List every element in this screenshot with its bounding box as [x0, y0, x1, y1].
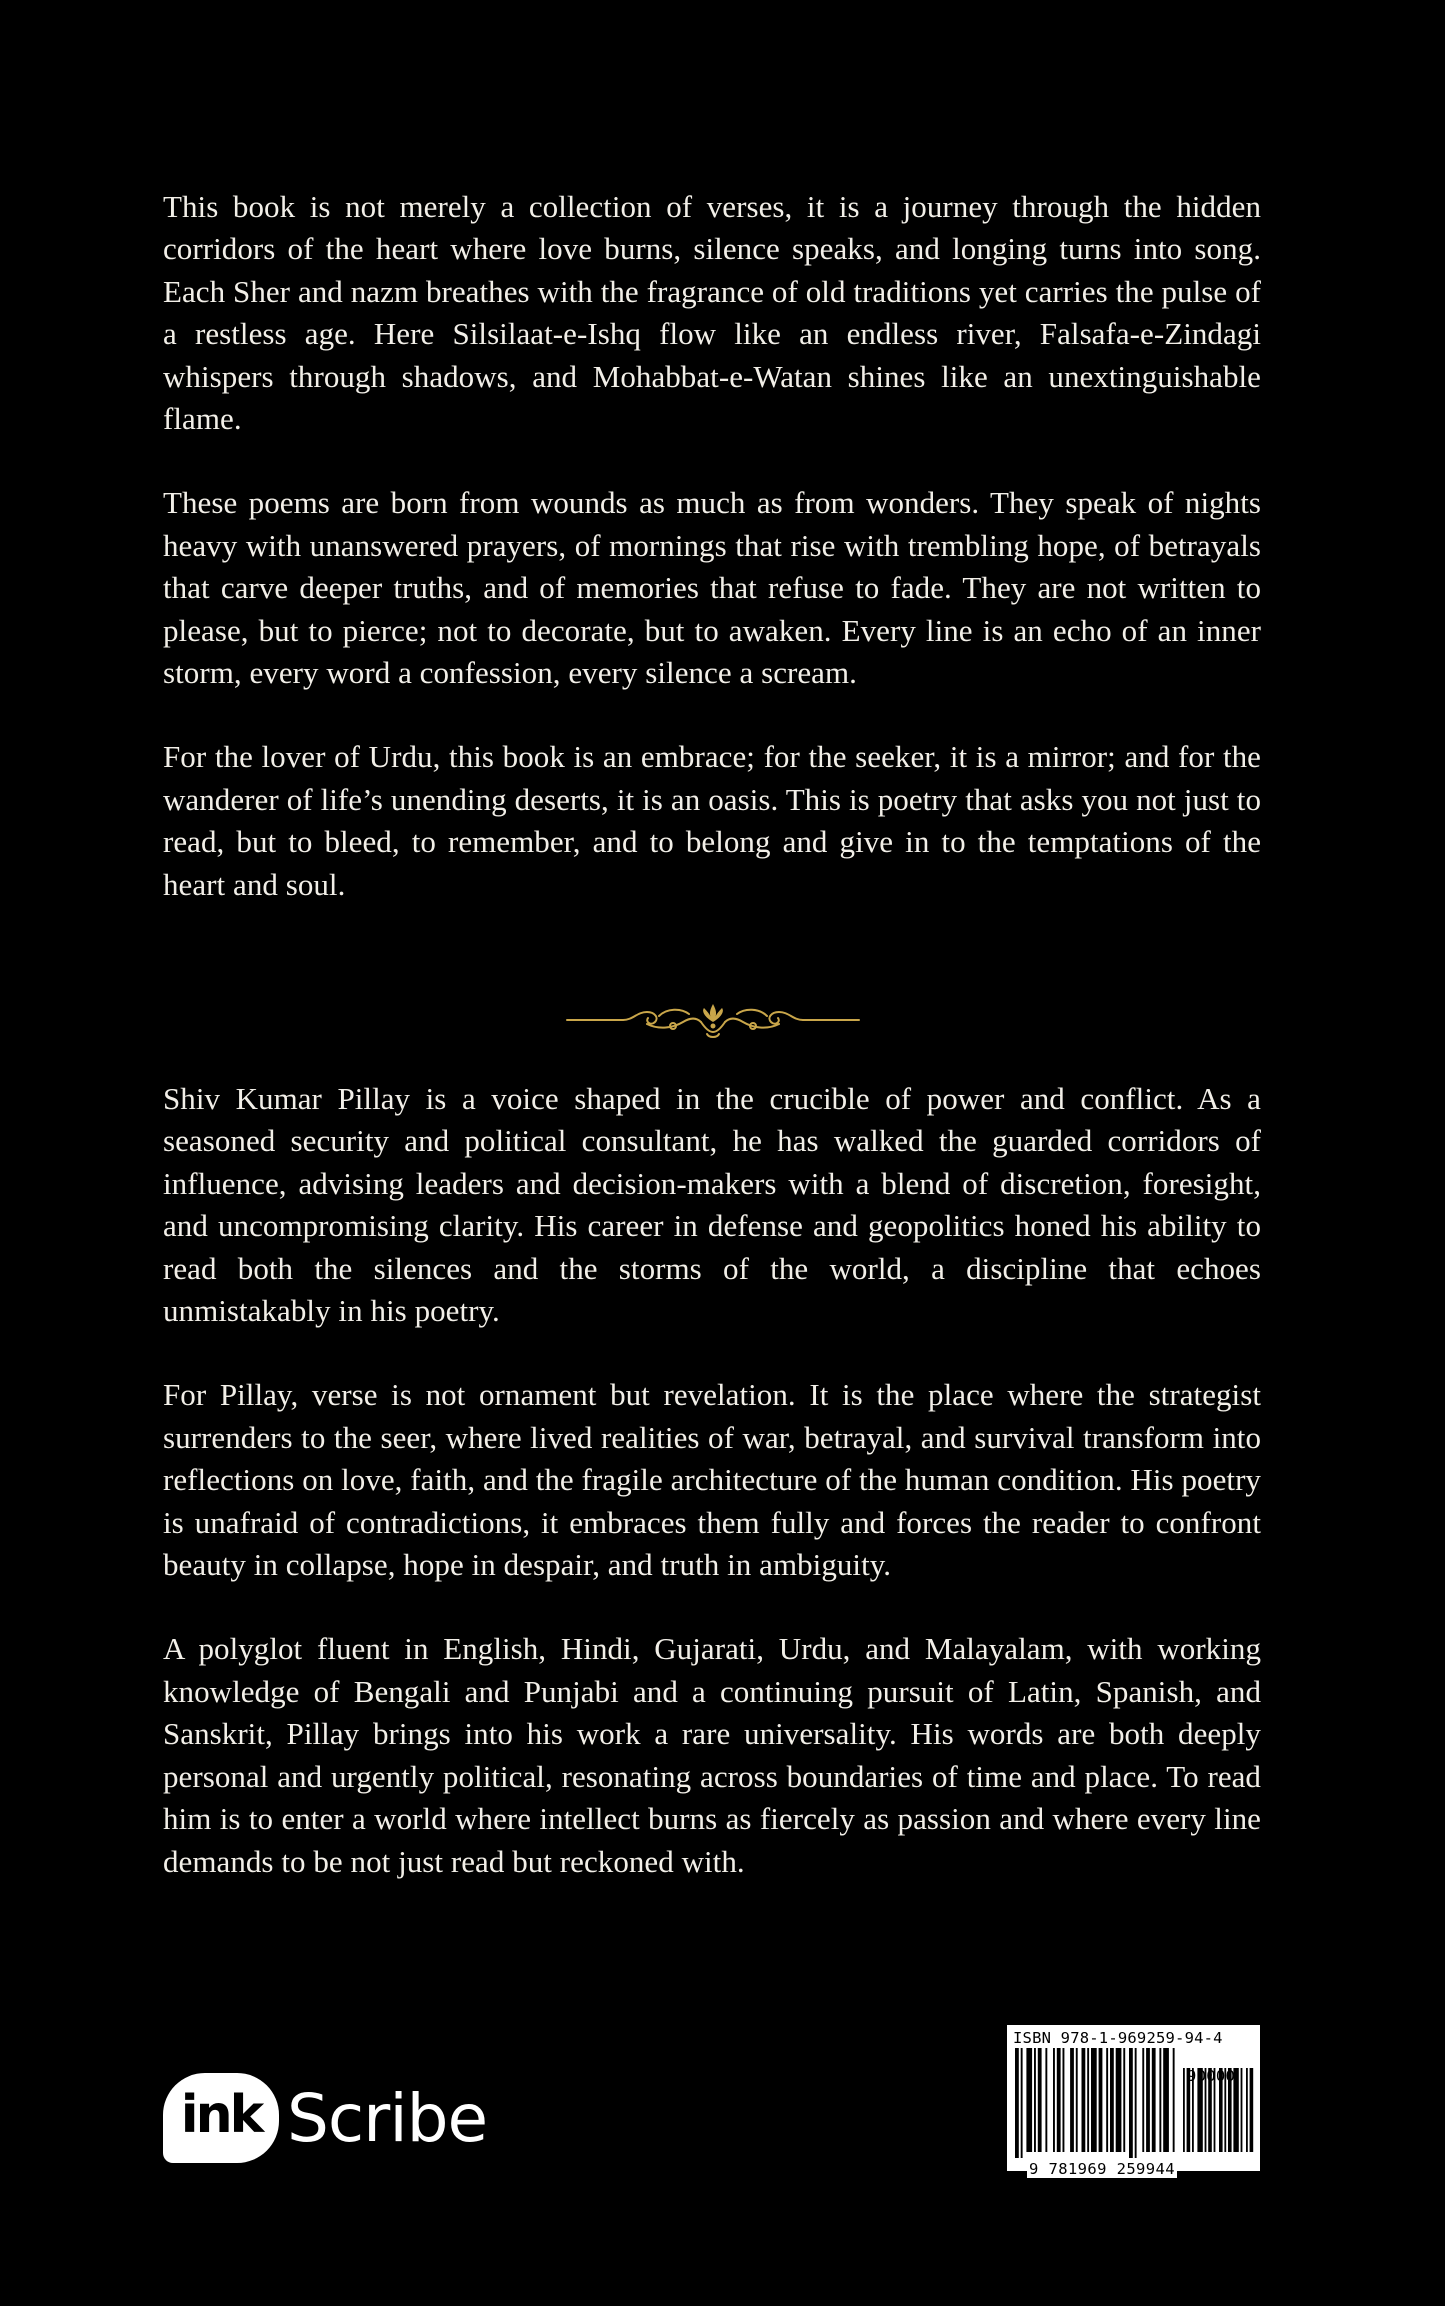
publisher-logo [163, 2073, 487, 2163]
blurb-paragraph-3: For the lover of Urdu, this book is an embrace; for the seeker, it is a mirror; and for the wanderer of life’s unending deserts, it is an oasis. This is poetry that asks you not just to read, but to bleed, to remember, and to belong and give in to the temptations of the heart and soul. [163, 739, 1261, 902]
barcode-addon-digits: 90000 [1187, 2067, 1236, 2085]
blurb-paragraph-2: These poems are born from wounds as much as from wonders. They speak of nights heavy with unanswered prayers, of mornings that rise with trembling hope, of betrayals that carve deeper truths, and of memories that refuse to fade. They are not written to please, but to pierce; not to decorate, but to awaken. Every line is an echo of an inner storm, every word a confession, every silence a scream. [163, 485, 1261, 691]
author-bio [163, 1078, 1261, 1883]
blurb-paragraph-1: This book is not merely a collection of verses, it is a journey through the hidden corridors of the heart where love burns, silence speaks, and longing turns into song. Each Sher and nazm breathes with the fragrance of old traditions yet carries the pulse of a restless age. Here Silsilaat-e-Ishq flow like an endless river, Falsafa-e-Zindagi whispers through shadows, and Mohabbat-e-Watan shines like an unextinguishable flame. [163, 189, 1261, 437]
ink-logo-badge: ink [163, 2073, 279, 2163]
publisher-logo-word: Scribe [287, 2079, 488, 2157]
bio-paragraph-1: Shiv Kumar Pillay is a voice shaped in the crucible of power and conflict. As a seasoned security and political consultant, he has walked the guarded corridors of influence, advising leaders and decision-makers with a blend of discretion, foresight, and uncompromising clarity. His career in defense and geopolitics honed his ability to read both the silences and the storms of the world, a discipline that echoes unmistakably in his poetry. [163, 1081, 1261, 1329]
flourish-divider-icon [563, 998, 863, 1042]
isbn-barcode [1007, 2025, 1260, 2178]
book-blurb [163, 186, 1261, 906]
barcode-bars-icon [1013, 2048, 1254, 2166]
bio-paragraph-3: A polyglot fluent in English, Hindi, Gujarati, Urdu, and Malayalam, with working knowledge of Bengali and Punjabi and a continuing pursuit of Latin, Spanish, and Sanskrit, Pillay brings into his work a rare universality. His words are both deeply personal and urgently political, resonating across boundaries of time and place. To read him is to enter a world where intellect burns as fiercely as passion and where every line demands to be not just read but reckoned with. [163, 1631, 1261, 1879]
barcode-ean-digits: 9 781969 259944 [1029, 2160, 1175, 2178]
isbn-number: ISBN 978-1-969259-94-4 [1013, 2029, 1223, 2047]
bio-paragraph-2: For Pillay, verse is not ornament but revelation. It is the place where the strategist surrenders to the seer, where lived realities of war, betrayal, and survival transform into reflections on love, faith, and the fragile architecture of the human condition. His poetry is unafraid of contradictions, it embraces them fully and forces the reader to confront beauty in collapse, hope in despair, and truth in ambiguity. [163, 1377, 1261, 1583]
